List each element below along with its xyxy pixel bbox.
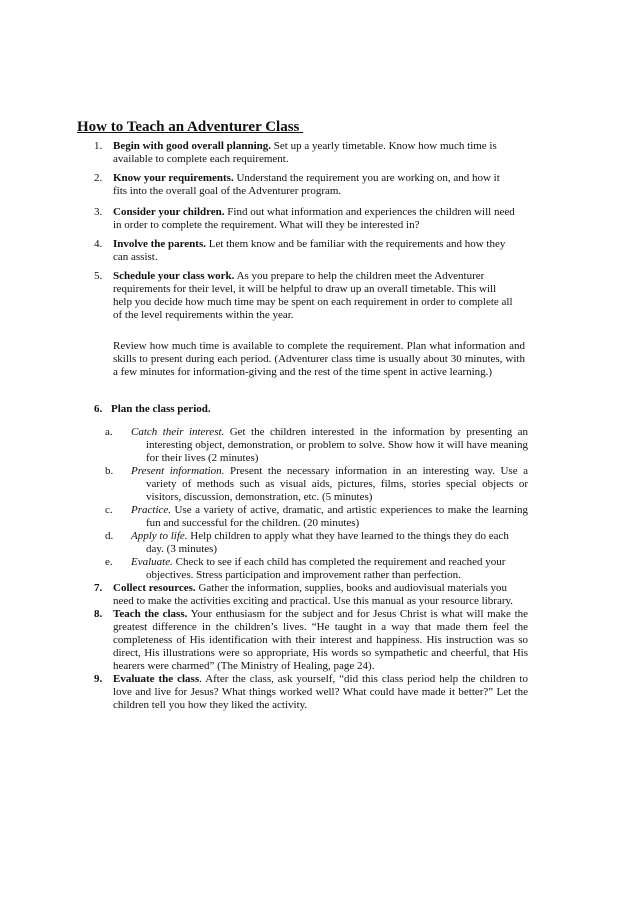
item-4-text: Let them know and be familiar with the requirements and how they can assist. [113, 238, 506, 263]
item-2 [113, 172, 515, 198]
item-5-number: 5. [94, 270, 103, 282]
item-7-lead: Collect resources. [113, 582, 196, 594]
sub-d-letter: d. [105, 530, 114, 542]
sub-c-lead: Practice. [131, 504, 172, 516]
sub-a-letter: a. [105, 426, 113, 438]
item-2-number: 2. [94, 172, 103, 184]
item-8-number: 8. [94, 608, 103, 620]
item-7-number: 7. [94, 582, 103, 594]
item-5-text: As you prepare to help the children meet the Adventurer requirements for their level, it will be helpful to draw up an overall timetable. This will help you decide how much time may be spent on each requirement in order to complete all of the level requirements within the year. [113, 270, 513, 321]
page-title: How to Teach an Adventurer Class [77, 119, 304, 135]
sub-b-text: Present the necessary information in an interesting way. Use a variety of methods such as visual aids, pictures, films, stories special objects or visitors, discussion, demonstration, etc. (5 minutes) [146, 465, 528, 503]
item-9 [113, 673, 528, 712]
sub-e-letter: e. [105, 556, 113, 568]
review-paragraph: Review how much time is available to complete the requirement. Plan what information and skills to present during each period. (Adventurer class time is usually about 30 minutes, with a few minutes for information-giving and the rest of the time spent in active learning.) [113, 340, 525, 378]
item-1-lead: Begin with good overall planning. [113, 140, 272, 152]
sub-b-letter: b. [105, 465, 114, 477]
item-5-lead: Schedule your class work. [113, 270, 235, 282]
item-8-text: Your enthusiasm for the subject and for Jesus Christ is what will make the greatest difference in the children’s lives. “He taught in a way that made them feel the completeness of His identification with their interest and happiness. His instruction was so direct, His illustrations were so appropriate, His words so sympathetic and cheerful, that His hearers were charmed” (The Ministry of Healing, page 24). [113, 608, 529, 672]
sub-c-letter: c. [105, 504, 113, 516]
item-5 [113, 270, 513, 322]
item-6-number: 6. [94, 403, 103, 415]
item-7-text: Gather the information, supplies, books and audiovisual materials you need to make the activities exciting and practical. Use this manual as your resource library. [113, 582, 514, 607]
item-3-lead: Consider your children. [113, 206, 225, 218]
item-3 [113, 206, 515, 232]
item-4 [113, 238, 515, 264]
sub-b-lead: Present information. [131, 465, 225, 477]
sub-a-lead: Catch their interest. [131, 426, 225, 438]
sub-c-text: Use a variety of active, dramatic, and artistic experiences to make the learning fun and successful for the children. (20 minutes) [146, 504, 528, 529]
item-4-lead: Involve the parents. [113, 238, 206, 250]
sub-d-lead: Apply to life. [131, 530, 188, 542]
sub-e-lead: Evaluate. [131, 556, 173, 568]
item-2-text: Understand the requirement you are working on, and how it fits into the overall goal of the Adventurer program. [113, 172, 500, 197]
item-6-lead: Plan the class period. [111, 403, 211, 415]
sub-a-text: Get the children interested in the information by presenting an interesting object, demonstration, or problem to solve. Show how it will have meaning for their lives (2 minutes) [146, 426, 528, 464]
sub-e [131, 556, 528, 582]
item-9-text: . After the class, ask yourself, “did this class period help the children to love and live for Jesus? What things worked well? What could have made it better?” Let the children tell you how they liked the activity. [113, 673, 528, 711]
item-4-number: 4. [94, 238, 103, 250]
item-7 [113, 582, 528, 608]
item-2-lead: Know your requirements. [113, 172, 234, 184]
sub-e-text: Check to see if each child has completed the requirement and reached your objectives. Stress participation and improvement rather than perfection. [146, 556, 506, 581]
sub-b [131, 465, 528, 504]
item-1-number: 1. [94, 140, 103, 152]
sub-a [131, 426, 528, 465]
item-1 [113, 140, 515, 166]
item-3-number: 3. [94, 206, 103, 218]
item-9-lead: Evaluate the class [113, 673, 200, 685]
sub-c [131, 504, 528, 530]
item-8-lead: Teach the class. [113, 608, 188, 620]
item-3-text: Find out what information and experiences the children will need in order to complete the requirement. What will they be interested in? [113, 206, 515, 231]
sub-d [131, 530, 528, 556]
item-9-number: 9. [94, 673, 103, 685]
item-1-text: Set up a yearly timetable. Know how much time is available to complete each requirement. [113, 140, 497, 165]
sub-d-text: Help children to apply what they have learned to the things they do each day. (3 minutes) [146, 530, 509, 555]
item-8 [113, 608, 528, 673]
